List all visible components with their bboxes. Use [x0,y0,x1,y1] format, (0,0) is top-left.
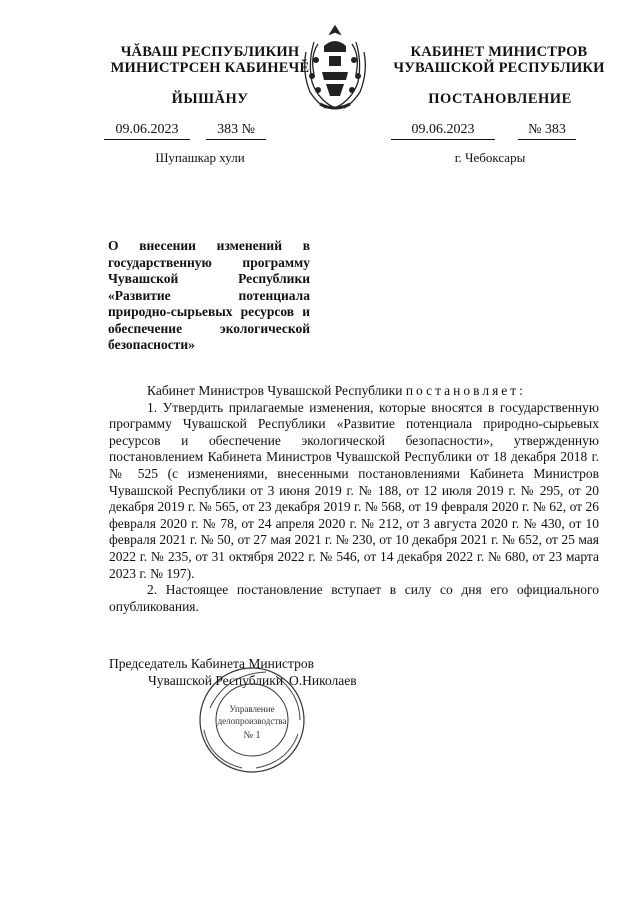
right-place: г. Чебоксары [454,150,526,165]
signature-position-line2: Чувашской Республики [148,673,284,688]
header-right-line2: ЧУВАШСКОЙ РЕСПУБЛИКИ [393,60,605,76]
paragraph-1: 1. Утвердить прилагаемые изменения, которые вносятся в государственную программу Чувашской Республики «Развитие потенциала природно-сырьевых ресурсов и обеспечение экологической безопасности», утвержденную постановлением Кабинета Министров Чувашской Республики от 18 декабря 2018 г. № 525 (с изменениями, внесенными постановлениями Кабинета Министров Чувашской Республики от 3 июня 2019 г. № 188, от 12 июля 2019 г. № 295, от 20 декабря 2019 г. № 565, от 23 декабря 2019 г. № 568, от 19 февраля 2020 г. № 62, от 26 февраля 2020 г. № 78, от 24 апреля 2020 г. № 212, от 3 августа 2020 г. № 430, от 10 февраля 2021 г. № 50, от 27 мая 2021 г. № 230, от 10 декабря 2021 г. № 652, от 25 мая 2022 г. № 235, от 31 октября 2022 г. № 546, от 14 декабря 2022 г. № 680, от 23 марта 2023 г. № 197). [109,399,599,581]
stamp-line1: Управление [229,704,275,714]
left-date: 09.06.2023 [104,122,190,140]
header-right-title [388,44,610,76]
left-number: 383 № [206,122,266,140]
intro-start: Кабинет Министров Чувашской Республики [147,383,403,398]
right-date: 09.06.2023 [391,122,495,140]
chuvash-emblem-icon [296,22,374,114]
paragraph-2: 2. Настоящее постановление вступает в силу со дня его официального опубликования. [109,582,599,614]
header-left-title [100,44,320,76]
document-title: О внесении изменений в государственную программу Чувашской Республики «Развитие потенциала природно-сырьевых ресурсов и обеспечение экологической безопасности» [108,238,310,352]
left-place: Шупашкар хули [155,150,245,165]
intro-paragraph [109,383,599,400]
header-left-doc-type: ЙЫШĂНУ [171,91,249,107]
header-right-doc-type: ПОСТАНОВЛЕНИЕ [428,91,572,107]
document-body [109,383,599,615]
right-number: № 383 [518,122,576,140]
signature-name: О.Николаев [289,673,357,688]
stamp-line2: делопроизводства [217,716,287,726]
header-left-line1: ЧĂВАШ РЕСПУБЛИКИН [120,44,300,60]
header-left-line2: МИНИСТРСЕН КАБИНЕЧĔ [110,60,310,76]
header-right-line1: КАБИНЕТ МИНИСТРОВ [410,44,588,60]
intro-spaced: постановляет: [405,383,526,398]
stamp-line3: № 1 [243,730,261,741]
signature-position: Председатель Кабинета Министров [109,656,314,671]
